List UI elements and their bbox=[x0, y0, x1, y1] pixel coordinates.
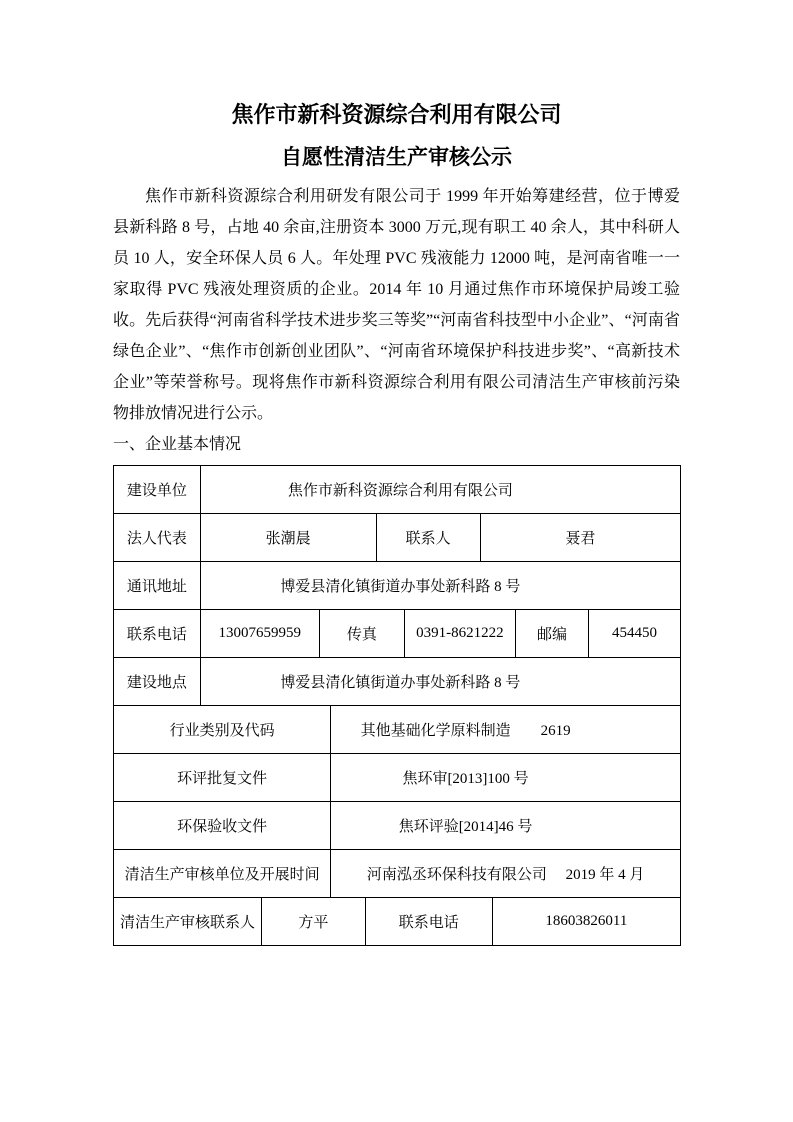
table-row bbox=[114, 514, 681, 562]
intro-paragraph: 焦作市新科资源综合利用研发有限公司于 1999 年开始筹建经营，位于博爱县新科路 8 号，占地 40 余亩,注册资本 3000 万元,现有职工 40 余人，其中科研人员 10 人，安全环保人员 6 人。年处理 PVC 残液能力 12000 吨，是河南省唯一一家取得 PVC 残液处理资质的企业。2014 年 10 月通过焦作市环境保护局竣工验收。先后获得“河南省科学技术进步奖三等奖”“河南省科技型中小企业”、“河南省绿色企业”、“焦作市创新创业团队”、“河南省环境保护科技进步奖”、“高新技术企业”等荣誉称号。现将焦作市新科资源综合利用有限公司清洁生产审核前污染物排放情况进行公示。 bbox=[113, 188, 680, 422]
value-postal-code: 454450 bbox=[589, 610, 681, 658]
value-legal-representative: 张潮晨 bbox=[201, 514, 377, 562]
value-fax: 0391-8621222 bbox=[405, 610, 516, 658]
table-row bbox=[114, 754, 681, 802]
label-postal-code: 邮编 bbox=[516, 610, 589, 658]
section-heading: 一、企业基本情况 bbox=[113, 436, 242, 453]
table-row bbox=[114, 466, 681, 514]
table-row bbox=[114, 706, 681, 754]
table-row bbox=[114, 850, 681, 898]
table-row bbox=[114, 898, 681, 946]
value-eia-approval-document: 焦环审[2013]100 号 bbox=[331, 754, 681, 802]
table-row bbox=[114, 802, 681, 850]
label-construction-unit: 建设单位 bbox=[114, 466, 201, 514]
label-audit-contact-phone: 联系电话 bbox=[366, 898, 493, 946]
value-audit-contact-person: 方平 bbox=[262, 898, 366, 946]
value-contact-phone: 13007659959 bbox=[201, 610, 320, 658]
label-ep-acceptance-document: 环保验收文件 bbox=[114, 802, 331, 850]
value-contact-person: 聂君 bbox=[481, 514, 681, 562]
value-construction-unit: 焦作市新科资源综合利用有限公司 bbox=[201, 466, 681, 514]
label-audit-contact-person: 清洁生产审核联系人 bbox=[114, 898, 262, 946]
label-construction-site: 建设地点 bbox=[114, 658, 201, 706]
value-audit-contact-phone: 18603826011 bbox=[493, 898, 681, 946]
table-row bbox=[114, 610, 681, 658]
label-fax: 传真 bbox=[320, 610, 405, 658]
label-eia-approval-document: 环评批复文件 bbox=[114, 754, 331, 802]
label-contact-person: 联系人 bbox=[377, 514, 481, 562]
label-industry-category-code: 行业类别及代码 bbox=[114, 706, 331, 754]
table-row bbox=[114, 562, 681, 610]
value-mailing-address: 博爱县清化镇街道办事处新科路 8 号 bbox=[201, 562, 681, 610]
value-construction-site: 博爱县清化镇街道办事处新科路 8 号 bbox=[201, 658, 681, 706]
value-ep-acceptance-document: 焦环评验[2014]46 号 bbox=[331, 802, 681, 850]
label-mailing-address: 通讯地址 bbox=[114, 562, 201, 610]
company-info-table bbox=[113, 465, 681, 946]
label-contact-phone: 联系电话 bbox=[114, 610, 201, 658]
document-title: 焦作市新科资源综合利用有限公司 bbox=[231, 102, 562, 127]
document-subtitle: 自愿性清洁生产审核公示 bbox=[281, 146, 512, 169]
label-audit-unit-and-time: 清洁生产审核单位及开展时间 bbox=[114, 850, 331, 898]
table-row bbox=[114, 658, 681, 706]
value-industry-category-code: 其他基础化学原料制造 2619 bbox=[331, 706, 681, 754]
label-legal-representative: 法人代表 bbox=[114, 514, 201, 562]
value-audit-unit-and-time: 河南泓丞环保科技有限公司 2019 年 4 月 bbox=[331, 850, 681, 898]
